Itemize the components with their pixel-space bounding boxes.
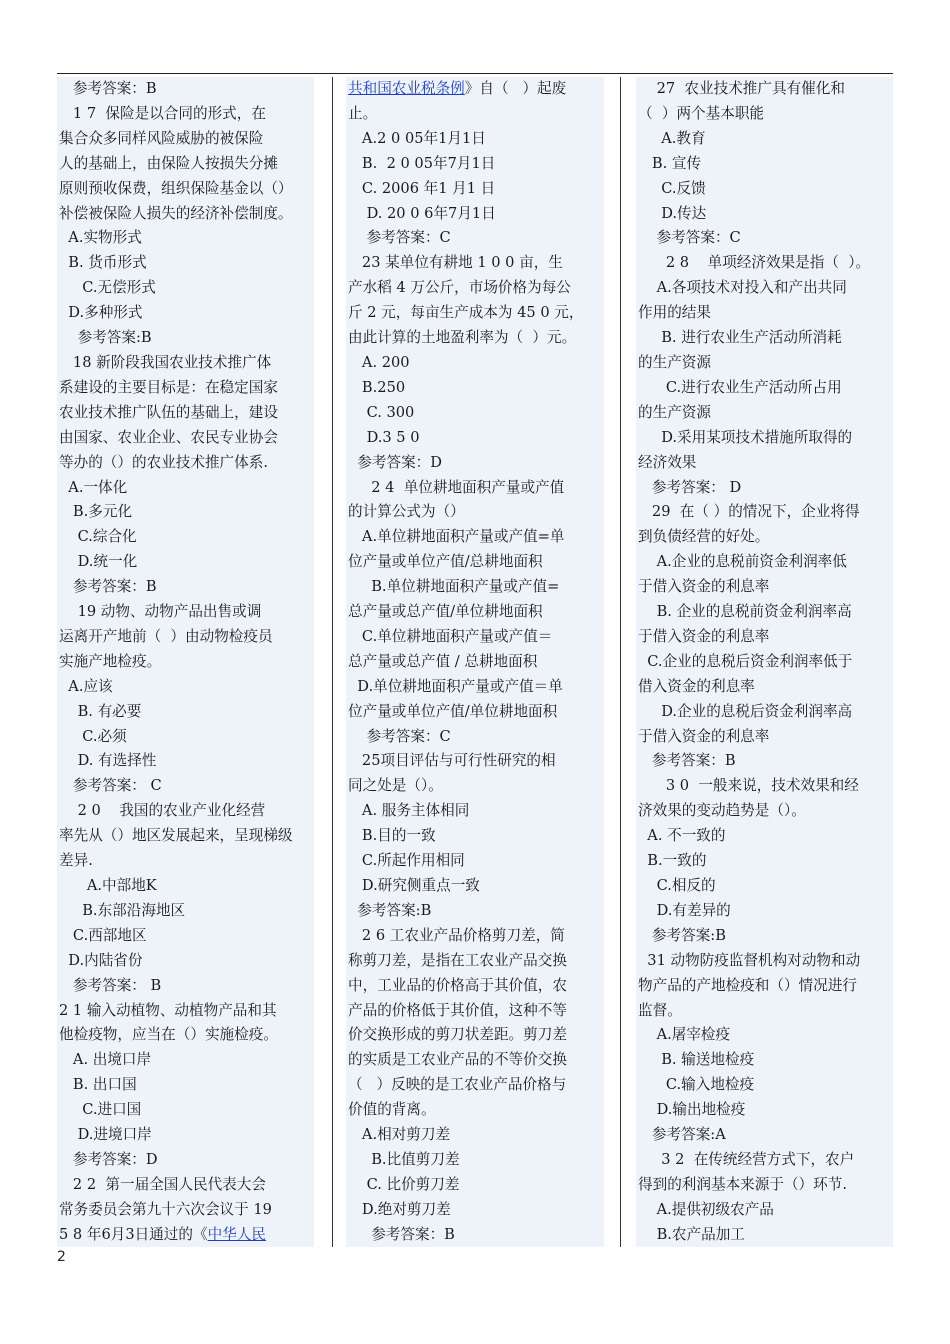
- text-line: B.农产品加工: [638, 1225, 745, 1243]
- text-line: 参考答案：D: [348, 453, 442, 471]
- regulation-link[interactable]: 共和国农业税条例: [348, 80, 465, 97]
- text-line: 借入资金的利息率: [638, 677, 755, 695]
- text-line: 原则预收保费，组织保险基金以（）: [59, 179, 293, 197]
- regulation-link[interactable]: 中华人民: [207, 1225, 266, 1243]
- text-line: D.多种形式: [59, 304, 143, 322]
- text-line: B.东部沿海地区: [59, 901, 186, 919]
- text-line: D.传达: [638, 204, 707, 222]
- text-line: 的生产资源: [638, 403, 711, 421]
- text-line: 作用的结果: [638, 304, 711, 322]
- text-line: B. 2 0 05年7月1日: [348, 154, 496, 172]
- text-line: A.一体化: [59, 478, 128, 496]
- text-line: C.单位耕地面积产量或产值＝: [348, 627, 553, 645]
- text-line: 3 2 在传统经营方式下，农户: [638, 1150, 855, 1168]
- text-line: B. 出口国: [59, 1076, 137, 1094]
- text-line: 19 动物、动物产品出售或调: [59, 603, 262, 621]
- text-line: 29 在（ ）的情况下，企业将得: [638, 503, 860, 521]
- text-line: 人的基础上，由保险人按损失分摊: [59, 154, 278, 172]
- column-2: [346, 77, 604, 1247]
- text-line: 参考答案:A: [638, 1126, 726, 1144]
- text-line: B.多元化: [59, 503, 133, 521]
- text-line: 的实质是工农业产品的不等价交换: [348, 1051, 567, 1069]
- text-line: D.研究侧重点一致: [348, 877, 480, 894]
- text-line: 价交换形成的剪刀状差距。剪刀差: [348, 1026, 567, 1044]
- text-line: A.2 0 05年1月1日: [348, 129, 486, 147]
- page-number: 2: [57, 1249, 66, 1265]
- text-line: [348, 77, 602, 102]
- text-line: 农业技术推广队伍的基础上，建设: [59, 403, 278, 421]
- text-line: 参考答案:B: [348, 901, 432, 919]
- text-line: 于借入资金的利息率: [638, 627, 770, 645]
- text-line: 2 2 第一届全国人民代表大会: [59, 1175, 266, 1193]
- text-line: C.西部地区: [59, 926, 147, 944]
- text-line: 25项目评估与可行性研究的相: [348, 752, 556, 770]
- text-line: 参考答案：C: [638, 229, 741, 247]
- text-line: 23 某单位有耕地 1 0 0 亩，生: [348, 254, 563, 272]
- text-line: C.必须: [59, 727, 127, 745]
- text-line: [59, 1223, 312, 1247]
- text-line: 总产量或总产值/单位耕地面积: [348, 603, 543, 621]
- text-line: A.应该: [59, 677, 113, 695]
- text-line: 系建设的主要目标是：在稳定国家: [59, 378, 278, 396]
- text-line: 参考答案：B: [638, 752, 736, 770]
- text-line: C.综合化: [59, 528, 137, 546]
- text-line: A.教育: [638, 129, 706, 147]
- text-line: 参考答案：C: [348, 229, 451, 247]
- text-line: 参考答案：B: [59, 578, 157, 596]
- text-line: C.进口国: [59, 1101, 142, 1119]
- text-line: 参考答案：C: [348, 727, 451, 745]
- text-line: 1 7 保险是以合同的形式，在: [59, 104, 266, 122]
- text-line: 参考答案:B: [638, 926, 726, 944]
- text-line: （ ）两个基本职能: [638, 104, 765, 122]
- text-line: C. 2006 年1 月1 日: [348, 179, 496, 197]
- text-line: 于借入资金的利息率: [638, 727, 770, 745]
- text-line: A.单位耕地面积产量或产值=单: [348, 528, 565, 546]
- text-line: B.比值剪刀差: [348, 1150, 460, 1168]
- text-line: 参考答案:B: [59, 329, 152, 347]
- text-line: 2 8 单项经济效果是指（ ）。: [638, 254, 871, 272]
- text-line: A.相对剪刀差: [348, 1126, 451, 1144]
- text-line: B.250: [348, 378, 406, 396]
- text-line: 率先从（）地区发展起来，呈现梯级: [59, 827, 293, 845]
- top-rule: [57, 73, 893, 74]
- text-line: B.目的一致: [348, 827, 436, 845]
- text-line: D.绝对剪刀差: [348, 1200, 451, 1218]
- text-line: 31 动物防疫监督机构对动物和动: [638, 951, 861, 969]
- text-line: C.所起作用相同: [348, 852, 465, 870]
- text-line: 由此计算的土地盈利率为（ ）元。: [348, 329, 577, 347]
- text-line: C.进行农业生产活动所占用: [638, 378, 842, 396]
- text-line: 的生产资源: [638, 353, 711, 371]
- text-line: 产水稻 4 万公斤，市场价格为每公: [348, 279, 571, 297]
- text-line: A. 出境口岸: [59, 1051, 152, 1069]
- text-line: 止。: [348, 104, 378, 122]
- text-line: C.输入地检疫: [638, 1076, 755, 1094]
- text-line: B. 企业的息税前资金利润率高: [638, 603, 852, 621]
- text-line: D.企业的息税后资金利润率高: [638, 702, 853, 720]
- text-line: B.一致的: [638, 852, 707, 870]
- text-line: C.企业的息税后资金利润率低于: [638, 652, 853, 670]
- text-line: C.相反的: [638, 877, 716, 894]
- text-line: D.输出地检疫: [638, 1101, 746, 1119]
- text-line: 参考答案：D: [59, 1150, 158, 1168]
- text-line: A. 不一致的: [638, 827, 726, 845]
- text-line: A.实物形式: [59, 229, 142, 247]
- text-line: A.企业的息税前资金利润率低: [638, 553, 847, 571]
- text-line: 差异.: [59, 852, 93, 870]
- text-line: C. 比价剪刀差: [348, 1175, 460, 1193]
- text-line: B. 货币形式: [59, 254, 147, 272]
- text-line: 参考答案： B: [59, 976, 162, 994]
- text-line: 常务委员会第九十六次会议于 19: [59, 1200, 272, 1218]
- text-line: A.提供初级农产品: [638, 1200, 774, 1218]
- text-line: D.进境口岸: [59, 1126, 152, 1144]
- text-line: 参考答案：B: [59, 80, 157, 97]
- column-divider: [332, 77, 333, 1247]
- text-line: 得到的利润基本来源于（）环节.: [638, 1175, 847, 1193]
- text-line: 运离开产地前（ ）由动物检疫员: [59, 627, 273, 645]
- text-line: 3 0 一般来说，技术效果和经: [638, 777, 859, 795]
- text-line: 同之处是（）。: [348, 777, 443, 795]
- text-fragment: 》自（ ）起废: [464, 80, 567, 97]
- text-line: B. 进行农业生产活动所消耗: [638, 329, 842, 347]
- text-line: 2 1 输入动植物、动植物产品和其: [59, 1001, 277, 1019]
- text-line: 参考答案： C: [59, 777, 162, 795]
- text-line: B.单位耕地面积产量或产值=: [348, 578, 560, 596]
- text-line: 总产量或总产值 / 总耕地面积: [348, 652, 538, 670]
- text-line: D. 20 0 6年7月1日: [348, 204, 496, 222]
- column-1: [57, 77, 314, 1247]
- text-line: D.内陆省份: [59, 951, 143, 969]
- text-line: D.统一化: [59, 553, 138, 571]
- text-line: 于借入资金的利息率: [638, 578, 770, 596]
- text-line: 物产品的产地检疫和（）情况进行: [638, 976, 857, 994]
- text-line: D.有差异的: [638, 901, 731, 919]
- text-line: 产品的价格低于其价值，这种不等: [348, 1001, 567, 1019]
- text-line: 参考答案：B: [348, 1225, 455, 1243]
- text-line: A. 200: [348, 353, 410, 371]
- text-line: 到负债经营的好处。: [638, 528, 770, 546]
- text-line: C.反馈: [638, 179, 706, 197]
- text-line: 参考答案： D: [638, 478, 742, 496]
- column-3: [636, 77, 893, 1247]
- text-line: 由国家、农业企业、农民专业协会: [59, 428, 278, 446]
- text-line: 他检疫物，应当在（）实施检疫。: [59, 1026, 278, 1044]
- text-line: 的计算公式为（）: [348, 503, 465, 521]
- text-line: 2 6 工农业产品价格剪刀差，简: [348, 926, 565, 944]
- text-line: C.无偿形式: [59, 279, 156, 297]
- text-line: 集合众多同样风险威胁的被保险: [59, 129, 264, 147]
- text-line: C. 300: [348, 403, 415, 421]
- text-line: A.各项技术对投入和产出共同: [638, 279, 847, 297]
- text-line: 济效果的变动趋势是（）。: [638, 802, 806, 820]
- text-line: A. 服务主体相同: [348, 802, 470, 820]
- text-line: 斤 2 元，每亩生产成本为 45 0 元，: [348, 304, 584, 322]
- text-line: A.屠宰检疫: [638, 1026, 731, 1044]
- text-line: 2 0 我国的农业产业化经营: [59, 802, 266, 820]
- text-line: 位产量或单位产值/总耕地面积: [348, 553, 543, 571]
- text-line: 27 农业技术推广具有催化和: [638, 80, 845, 97]
- text-line: 称剪刀差，是指在工农业产品交换: [348, 951, 567, 969]
- text-line: D.单位耕地面积产量或产值＝单: [348, 677, 563, 695]
- text-line: B. 输送地检疫: [638, 1051, 755, 1069]
- text-line: 2 4 单位耕地面积产量或产值: [348, 478, 565, 496]
- text-line: 监督。: [638, 1001, 682, 1019]
- text-line: D.采用某项技术措施所取得的: [638, 428, 853, 446]
- text-line: B. 有必要: [59, 702, 142, 720]
- text-line: D. 有选择性: [59, 752, 157, 770]
- column-divider: [620, 77, 621, 1247]
- text-line: 实施产地检疫。: [59, 652, 162, 670]
- text-line: 等办的（）的农业技术推广体系.: [59, 453, 268, 471]
- text-line: A.中部地K: [59, 877, 157, 894]
- text-line: 18 新阶段我国农业技术推广体: [59, 353, 272, 371]
- text-line: 经济效果: [638, 453, 697, 471]
- text-line: （ ）反映的是工农业产品价格与: [348, 1076, 567, 1094]
- text-fragment: 5 8 年6月3日通过的《: [59, 1225, 208, 1243]
- text-line: D.3 5 0: [348, 428, 420, 446]
- text-line: B. 宣传: [638, 154, 702, 172]
- text-line: 补偿被保险人损失的经济补偿制度。: [59, 204, 293, 222]
- text-line: 位产量或单位产值/单位耕地面积: [348, 702, 558, 720]
- text-line: 中，工业品的价格高于其价值，农: [348, 976, 567, 994]
- text-line: 价值的背离。: [348, 1101, 436, 1119]
